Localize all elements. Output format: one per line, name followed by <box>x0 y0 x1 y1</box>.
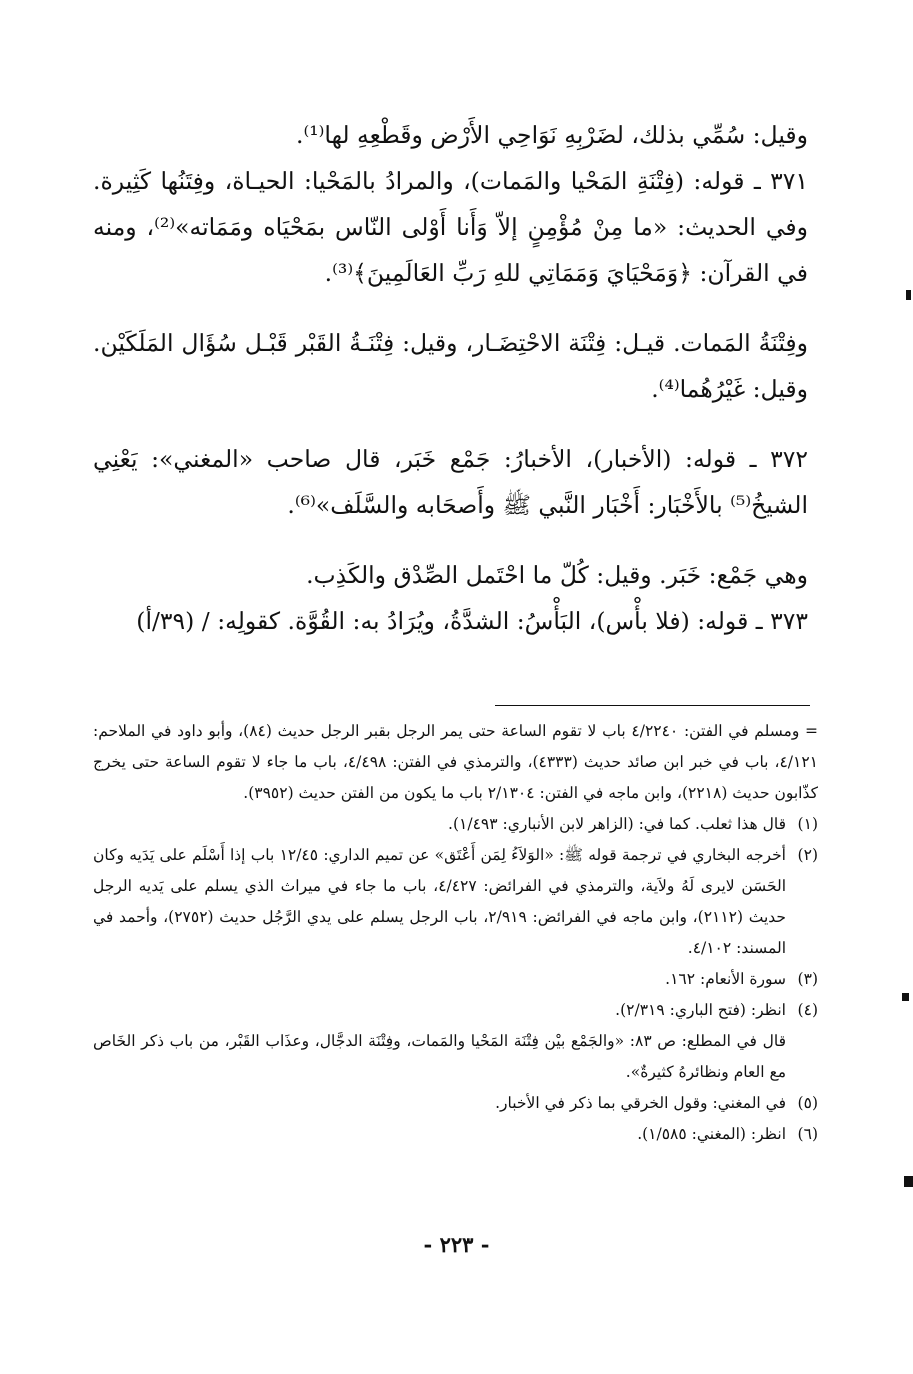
footnote-number: (١) <box>797 815 818 833</box>
footnote-text: أخرجه البخاري في ترجمة قوله ﷺ: «الوَلاَءُ لِمَن أَعْتَق» عن تميم الداري: ١٢/٤٥ باب إذا أَسْلَم على يَدَيه وكان الحَسَن لايرى لَهُ ولاَية، والترمذي في الفرائض: ٤/٤٢٧، باب ما جاء في ميراث الذي يسلم على يَديه الرجل حديث (٢١١٢)، وابن ماجه في الفرائض: ٢/٩١٩، باب الرجل يسلم على يدي الرَّجُل حديث (٢٧٥٢)، وأحمد في المسند: ٤/١٠٢. <box>93 846 787 957</box>
footnote-number: (٤) <box>797 1001 818 1019</box>
paragraph: ٣٧٢ ـ قوله: (الأخبار)، الأخبارُ: جَمْع خَبَر، قال صاحب «المغني»: يَعْنِي الشيخُ⁽⁵⁾ بالأَخْبَار: أَخْبَار النَّبي ﷺ وأَصحَابه والسَّلَف»⁽⁶⁾. <box>93 445 808 519</box>
footnote-text: = ومسلم في الفتن: ٤/٢٢٤٠ باب لا تقوم الساعة حتى يمر الرجل بقبر الرجل حديث (٨٤)، وأبو داود في الملاحم: ٤/١٢١، باب في خبر ابن صائد حديث (٤٣٣٣)، والترمذي في الفتن: ٤/٤٩٨، باب ما جاء لا تقوم الساعة حتى يخرج كذّابون حديث (٢٢١٨)، وابن ماجه في الفتن: ٢/١٣٠٤ باب ما يكون من الفتن حديث (٣٩٥٢). <box>93 722 818 802</box>
footnote-number: (٢) <box>797 846 818 864</box>
footnote <box>93 809 818 840</box>
footnote-text: في المغني: وقول الخرقي بما ذكر في الأخبار. <box>495 1094 786 1112</box>
scan-edge-mark <box>902 993 909 1001</box>
footnote-number: (٥) <box>797 1094 818 1112</box>
footnote <box>93 964 818 995</box>
footnote-text: قال هذا ثعلب. كما في: (الزاهر لابن الأنباري: ١/٤٩٣). <box>448 815 786 833</box>
scan-edge-mark <box>904 1176 913 1187</box>
paragraph: وقيل: سُمِّي بذلك، لضَرْبِهِ نَوَاحِي الأَرْض وقَطْعِهِ لها⁽¹⁾. <box>295 121 808 149</box>
footnote <box>93 1088 818 1119</box>
footnote <box>93 1119 818 1150</box>
footnote <box>93 1026 818 1088</box>
footnotes <box>93 716 818 1150</box>
footnote-text: قال في المطلع: ص ٨٣: «والجَمْع بيْن فِتْنَة المَحْيا والمَمات، وفِتْنَة الدجَّال، وعذَاب القَبْر، من باب ذكر الخَاص مع العام ونظائرهُ كثيرةٌ». <box>93 1032 786 1081</box>
page-number: - ٢٢٣ - <box>423 1232 490 1257</box>
footnote-number <box>786 1026 818 1088</box>
footnote <box>93 840 818 964</box>
footnote-divider <box>495 705 810 706</box>
main-text <box>93 112 808 644</box>
paragraph-last-line: ٣٧٣ ـ قوله: (فلا بأْس)، البَأْسُ: الشدَّةُ، ويُرَادُ به: القُوَّة. كقولِه: / (٣٩/أ) <box>136 607 808 635</box>
footnote-text: انظر: (فتح الباري: ٢/٣١٩). <box>615 1001 786 1019</box>
paragraph: ٣٧١ ـ قوله: (فِتْنَةِ المَحْيا والمَمات)، والمرادُ بالمَحْيا: الحيـاة، وفِتَنُها كَثِيرة. وفي الحديث: «ما مِنْ مُؤْمِنٍ إلاّ وَأَنا أَوْلى النّاس بمَحْيَاه ومَمَاته»⁽²⁾، ومنه في القرآن: ﴿وَمَحْيَايَ وَمَمَاتِي للهِ رَبِّ العَالَمِينَ﴾⁽³⁾. <box>93 167 808 287</box>
footnote-text: سورة الأنعام: ١٦٢. <box>665 970 786 988</box>
footnote <box>93 995 818 1026</box>
footnote-text: انظر: (المغني: ١/٥٨٥). <box>637 1125 786 1143</box>
scan-edge-mark <box>906 290 911 300</box>
footnote-number: (٣) <box>797 970 818 988</box>
paragraph: وهي جَمْع: خَبَر. وقيل: كُلّ ما احْتَمل الصِّدْق والكَذِب. <box>306 561 808 589</box>
footnote-number: (٦) <box>797 1125 818 1143</box>
footnote-continuation <box>93 716 818 809</box>
paragraph: وفِتْنَةُ المَمات. قيـل: فِتْنَة الاحْتِضَـار، وقيل: فِتْنَـةُ القَبْر قَبْـل سُؤَال المَلَكَيْن. وقيل: غَيْرُهُما⁽⁴⁾. <box>93 329 808 403</box>
